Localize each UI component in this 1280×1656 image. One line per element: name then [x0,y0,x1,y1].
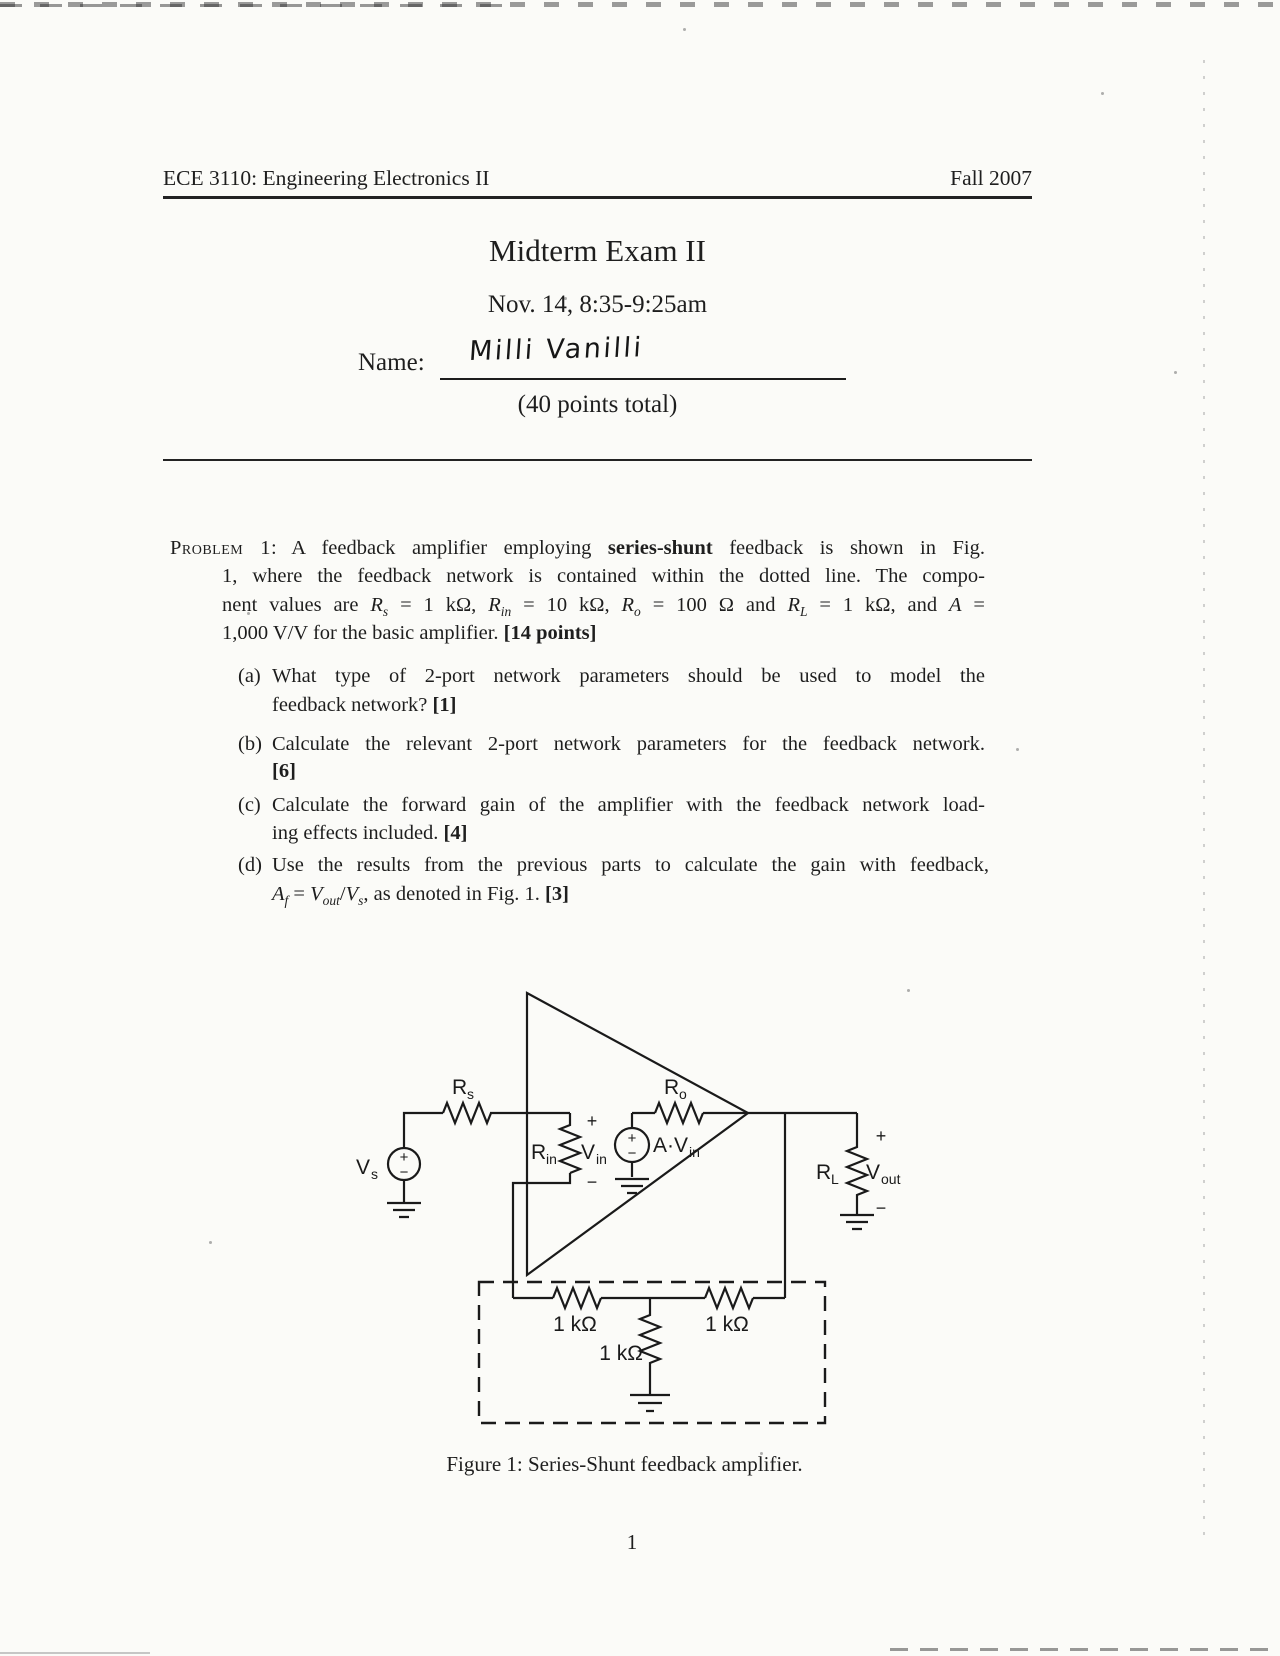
points-bold: [3] [545,883,569,905]
problem-text: = 1 kΩ, and [807,594,949,616]
problem-text: = [961,594,985,616]
item-text: / [339,883,346,905]
scan-artifact [209,1241,212,1244]
vin-label: V [581,1141,596,1164]
problem-label: Problem 1: [170,537,278,559]
problem-text: = 10 kΩ, [511,594,622,616]
math-var: V [345,883,359,905]
ground-symbol [840,1215,874,1229]
points-bold: [6] [272,760,296,782]
rl-label: R [816,1161,832,1184]
item-d-marker: (d) [238,854,262,876]
item-text: = [288,883,311,905]
exam-datetime: Nov. 14, 8:35-9:25am [487,291,708,318]
vs-label: V [356,1156,371,1179]
problem-text: A feedback amplifier employing [291,537,608,559]
name-handwritten: Milli Vanilli [468,332,645,367]
ro-label: R [664,1076,680,1099]
math-sub: f [284,893,289,909]
rin-resistor [560,1113,580,1173]
opamp-triangle [527,993,748,1275]
item-d-line-1: Use the results from the previous parts to calculate the gain with feedback, [272,854,989,876]
scan-artifact [1203,60,1205,1540]
vout-minus-sign: − [875,1198,887,1218]
math-var: R [621,594,635,616]
item-c-marker: (c) [238,794,261,816]
source-plus-sign: + [627,1130,637,1147]
item-b-line-1: Calculate the relevant 2-port network parameters for the feedback network. [272,733,985,755]
points-bold: [4] [443,822,468,844]
ro-label-sub: o [679,1086,687,1102]
item-text: feedback network? [272,694,433,716]
name-label: Name: [358,349,425,376]
term-label: Fall 2007 [950,166,1032,190]
scan-artifact [890,1648,1280,1651]
problem-text: feedback is shown in Fig. [712,537,985,559]
math-var: V [310,883,323,905]
rs-label: R [452,1076,468,1099]
problem-text: = 1 kΩ, [388,594,489,616]
problem-text-bold: series-shunt [607,537,713,559]
item-c-line-1: Calculate the forward gain of the amplifier with the feedback network load- [272,794,985,816]
problem-text: = 100 Ω and [640,594,788,616]
math-sub: in [500,604,512,620]
vs-plus-sign: + [399,1149,409,1166]
vin-minus-sign: − [586,1172,598,1192]
ground-symbol [615,1179,649,1193]
figure-circuit-diagram [330,935,910,1435]
problem-line-2: 1, where the feedback network is contained within the dotted line. The compo- [222,565,985,587]
math-var: R [488,594,501,616]
problem-line-1 [170,534,985,563]
scan-artifact [0,4,520,7]
scan-artifact [1016,748,1019,751]
name-underline [440,378,846,380]
page-number: 1 [626,1530,638,1554]
math-sub: out [322,893,340,909]
points-bold: [14 points] [503,622,597,644]
points-total: (40 points total) [517,391,678,418]
problem-line-3 [222,591,985,620]
ground-symbol [387,1180,421,1217]
rin-label: R [531,1141,547,1164]
item-c-line-2 [272,819,467,848]
vout-label: V [866,1161,881,1184]
vin-plus-sign: + [586,1111,598,1131]
vout-plus-sign: + [875,1126,887,1146]
avin-label-sub: in [689,1144,700,1160]
scan-artifact [1101,92,1104,95]
math-var: A [272,883,285,905]
vin-label-sub: in [596,1151,607,1167]
divider-rule [163,459,1032,461]
feedback-resistor-left [553,1288,601,1308]
item-b-line-2 [272,757,296,786]
item-a-line-2 [272,691,456,720]
item-text: , as denoted in Fig. 1. [363,883,546,905]
scan-artifact [1174,371,1177,374]
problem-line-4 [222,619,596,648]
ro-resistor [655,1103,703,1123]
math-sub: L [799,604,808,620]
scan-artifact [683,28,686,31]
course-title: ECE 3110: Engineering Electronics II [163,166,490,190]
vout-label-sub: out [881,1171,901,1187]
wire [404,1113,443,1148]
item-text: ing effects included. [272,822,444,844]
source-minus-sign: − [627,1145,637,1162]
rl-resistor [847,1113,867,1215]
item-a-marker: (a) [238,665,261,687]
feedback-dashed-box [479,1282,825,1423]
rl-label-sub: L [831,1171,839,1187]
math-var: R [787,594,800,616]
feedback-resistor-mid [640,1298,660,1395]
feedback-r-right-value: 1 kΩ [705,1313,749,1336]
math-var: A [949,594,962,616]
rin-label-sub: in [546,1151,557,1167]
problem-text: nent values are [222,594,371,616]
header-rule [163,196,1032,199]
rs-label-sub: s [467,1086,474,1102]
item-b-marker: (b) [238,733,262,755]
math-sub: o [634,604,641,620]
rs-resistor [443,1103,491,1123]
problem-text: 1,000 V/V for the basic amplifier. [222,622,504,644]
feedback-resistor-right [705,1288,753,1308]
item-a-line-1: What type of 2-port network parameters should be used to model the [272,665,985,687]
exam-title: Midterm Exam II [489,233,706,268]
scan-artifact [0,1652,150,1654]
feedback-r-left-value: 1 kΩ [553,1313,597,1336]
math-var: R [370,594,383,616]
wire-feedback-left [513,1173,570,1298]
ground-symbol [630,1395,670,1411]
figure-caption: Figure 1: Series-Shunt feedback amplifier. [446,1452,803,1476]
avin-label: A·V [653,1134,689,1157]
math-sub: s [358,893,364,909]
points-bold: [1] [432,694,457,716]
math-sub: s [382,604,389,620]
item-d-line-2 [272,880,569,909]
feedback-r-mid-value: 1 kΩ [599,1342,643,1365]
vs-label-sub: s [371,1166,378,1182]
vs-minus-sign: − [399,1164,409,1181]
